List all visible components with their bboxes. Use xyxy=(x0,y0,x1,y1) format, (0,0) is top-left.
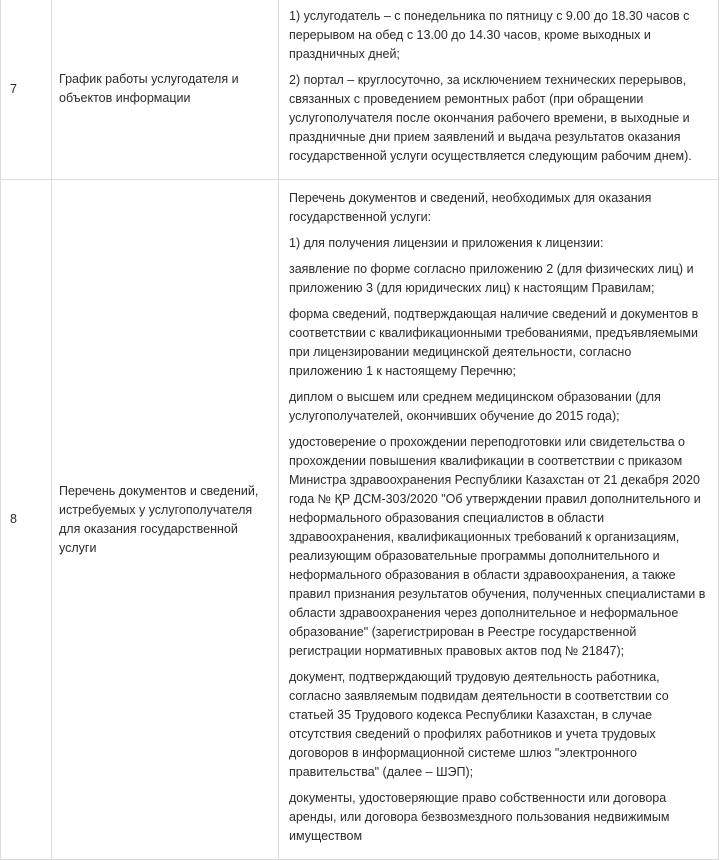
content-paragraph: диплом о высшем или среднем медицинском образовании (для услугополучателей, окончивших обучение до 2015 года); xyxy=(289,390,661,423)
table-row xyxy=(1,180,719,860)
row-content-cell xyxy=(279,180,719,860)
content-paragraph: документ, подтверждающий трудовую деятельность работника, согласно заявляемым подвидам деятельности в соответствии со статьей 35 Трудового кодекса Республики Казахстан, в случае отсутствия сведений о профилях работников и учета трудовых договоров в информационной системе шлюз "электронного правительства" (далее – ШЭП); xyxy=(289,670,669,779)
row-content-cell xyxy=(279,0,719,180)
row-number-cell xyxy=(1,180,52,860)
row-number-cell xyxy=(1,0,52,180)
content-paragraph: 1) услугодатель – с понедельника по пятницу с 9.00 до 18.30 часов с перерывом на обед с 13.00 до 14.30 часов, кроме выходных и праздничных дней; xyxy=(289,9,690,61)
row-number: 8 xyxy=(10,512,17,526)
content-paragraph: удостоверение о прохождении переподготовки или свидетельства о прохождении повышения квалификации в соответствии с приказом Министра здравоохранения Республики Казахстан от 21 декабря 2020 года № ҚР ДСМ-303/2020 "Об утверждении правил дополнительного и неформального образования специалистов в области здравоохранения, квалификационных требований к организациям, реализующим образовательные программы дополнительного и неформального образования в области здравоохранения, а также правил признания результатов обучения, полученных специалистами в области здравоохранения через дополнительное и неформальное образование" (зарегистрирован в Реестре государственной регистрации нормативных правовых актов под № 21847); xyxy=(289,435,706,658)
content-paragraph: документы, удостоверяющие право собственности или договора аренды, или договора безвозмездного пользования недвижимым имуществом xyxy=(289,791,670,843)
content-paragraph: заявление по форме согласно приложению 2 (для физических лиц) и приложению 3 (для юридических лиц) к настоящим Правилам; xyxy=(289,262,694,295)
row-number: 7 xyxy=(10,81,17,96)
content-paragraph: 1) для получения лицензии и приложения к лицензии: xyxy=(289,236,604,250)
row-title: Перечень документов и сведений, истребуемых у услугополучателя для оказания государственной услуги xyxy=(59,483,259,555)
content-paragraph: Перечень документов и сведений, необходимых для оказания государственной услуги: xyxy=(289,191,652,224)
content-paragraph: 2) портал – круглосуточно, за исключением технических перерывов, связанных с проведением ремонтных работ (при обращении услугополучателя после окончания рабочего времени, в выходные и праздничные дни прием заявлений и выдача результатов оказания государственной услуги осуществляется следующим рабочим днем). xyxy=(289,73,692,163)
row-title-cell xyxy=(52,180,279,860)
row-title-cell xyxy=(52,0,279,180)
table-row xyxy=(1,0,719,180)
row-title: График работы услугодателя и объектов информации xyxy=(59,72,239,105)
content-paragraph: форма сведений, подтверждающая наличие сведений и документов в соответствии с квалификационными требованиями, предъявляемыми при лицензировании медицинской деятельности, согласно приложению 1 к настоящему Перечню; xyxy=(289,307,699,378)
